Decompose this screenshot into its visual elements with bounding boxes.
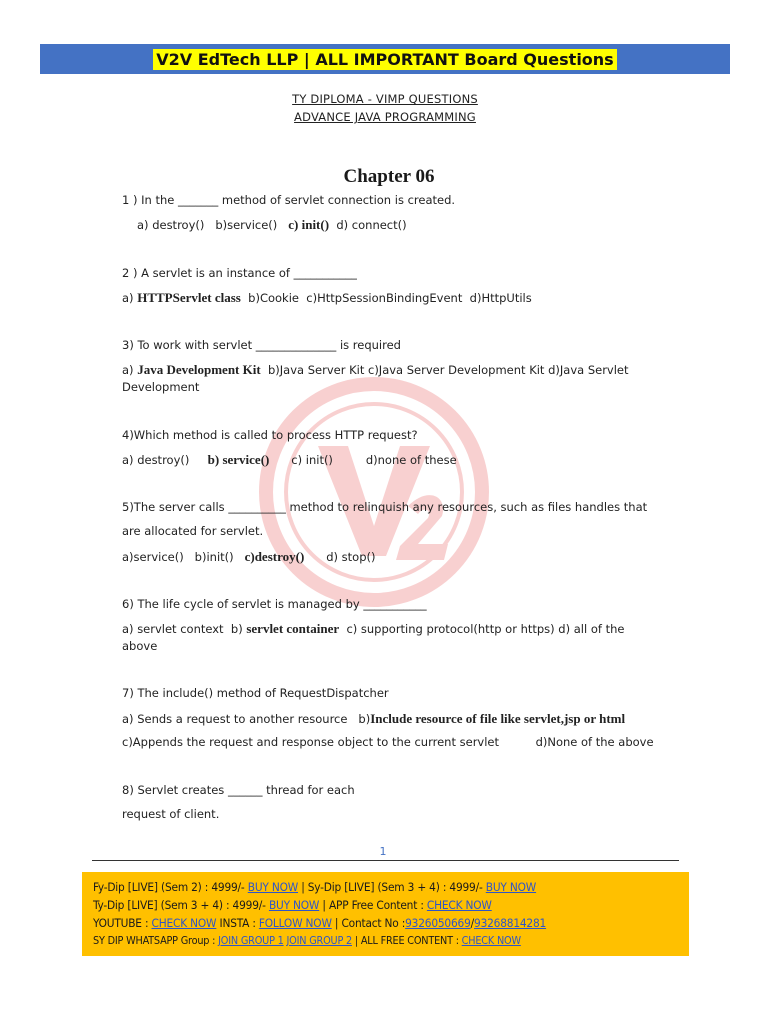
q3-option-a-prefix: a): [122, 363, 134, 377]
header-bar: [40, 44, 730, 74]
subtitle-line-2: ADVANCE JAVA PROGRAMMING: [294, 110, 476, 124]
app-check-link[interactable]: CHECK NOW: [426, 898, 492, 912]
q1-option-c-answer: c) init(): [288, 217, 330, 232]
footer-ty-dip-text: Ty-Dip [LIVE] (Sem 3 + 4) : 4999/-: [93, 898, 269, 912]
question-5: 5)The server calls __________ method to relinquish any resources, such as files handles that: [122, 500, 648, 514]
footer-row-2: [93, 896, 689, 914]
question-7: 7) The include() method of RequestDispatcher: [122, 686, 389, 700]
footer-row-4: [93, 932, 689, 950]
q7-option-b-prefix: b): [358, 712, 371, 726]
question-4: 4)Which method is called to process HTTP request?: [122, 428, 418, 442]
whatsapp-group-1-link[interactable]: JOIN GROUP 1: [218, 934, 284, 947]
question-8: 8) Servlet creates ______ thread for each: [122, 783, 355, 797]
question-2: 2 ) A servlet is an instance of ___________: [122, 266, 357, 280]
question-3-options: [122, 362, 629, 378]
question-1-options: [137, 217, 407, 233]
q2-option-c: c)HttpSessionBindingEvent: [306, 291, 463, 305]
youtube-check-link[interactable]: CHECK NOW: [151, 916, 217, 930]
chapter-title: Chapter 06: [343, 166, 435, 187]
q2-option-a-answer: HTTPServlet class: [137, 290, 241, 305]
question-3: 3) To work with servlet ______________ is required: [122, 338, 401, 352]
q5-option-c-answer: c)destroy(): [244, 549, 305, 564]
fy-dip-buy-link[interactable]: BUY NOW: [247, 880, 299, 894]
q3-options-rest: b)Java Server Kit c)Java Server Development Kit d)Java Servlet: [268, 363, 629, 377]
q7-option-c: c)Appends the request and response object to the current servlet: [122, 735, 500, 749]
question-4-options: [122, 452, 457, 468]
footer-row-3: [93, 914, 689, 932]
question-6-options: [122, 621, 624, 637]
q7-option-d: d)None of the above: [535, 735, 654, 749]
header-title: V2V EdTech LLP | ALL IMPORTANT Board Questions: [153, 49, 616, 70]
footer-free-content-text: | ALL FREE CONTENT :: [351, 934, 462, 947]
question-5-cont: are allocated for servlet.: [122, 524, 264, 538]
footer-promo-box: [82, 872, 689, 956]
question-3-options-cont: Development: [122, 380, 200, 394]
q2-option-d: d)HttpUtils: [469, 291, 532, 305]
footer-insta-text: INSTA :: [216, 916, 259, 930]
q4-option-a: a) destroy(): [122, 453, 190, 467]
free-content-check-link[interactable]: CHECK NOW: [461, 934, 521, 947]
footer-divider: [92, 860, 679, 861]
sy-dip-buy-link[interactable]: BUY NOW: [485, 880, 537, 894]
q7-option-a: a) Sends a request to another resource: [122, 712, 348, 726]
v2v-watermark-logo: [258, 376, 490, 608]
q6-option-b-answer: servlet container: [246, 621, 340, 636]
footer-sy-dip-text: | Sy-Dip [LIVE] (Sem 3 + 4) : 4999/-: [298, 880, 486, 894]
question-5-options: [122, 549, 375, 565]
q5-option-a: a)service(): [122, 550, 184, 564]
question-8-cont: request of client.: [122, 807, 220, 821]
q2-option-a-prefix: a): [122, 291, 134, 305]
q4-option-d: d)none of these: [365, 453, 457, 467]
question-6: 6) The life cycle of servlet is managed by ___________: [122, 597, 427, 611]
q5-option-d: d) stop(): [326, 550, 376, 564]
question-1: 1 ) In the _______ method of servlet connection is created.: [122, 193, 456, 207]
insta-follow-link[interactable]: FOLLOW NOW: [258, 916, 332, 930]
q1-option-d: d) connect(): [336, 218, 407, 232]
q6-options-rest: c) supporting protocol(http or https) d) all of the: [346, 622, 625, 636]
q2-option-b: b)Cookie: [248, 291, 299, 305]
footer-row-1: [93, 878, 689, 896]
ty-dip-buy-link[interactable]: BUY NOW: [268, 898, 320, 912]
footer-youtube-text: YOUTUBE :: [93, 916, 152, 930]
question-7-options-cd: [122, 735, 654, 749]
subtitle-line-1: TY DIPLOMA - VIMP QUESTIONS: [292, 92, 478, 106]
question-6-options-cont: above: [122, 639, 158, 653]
footer-fy-dip-text: Fy-Dip [LIVE] (Sem 2) : 4999/-: [93, 880, 248, 894]
q7-option-b-answer: Include resource of file like servlet,jsp or html: [370, 711, 626, 726]
whatsapp-group-2-link[interactable]: JOIN GROUP 2: [286, 934, 352, 947]
q1-option-b: b)service(): [215, 218, 278, 232]
footer-whatsapp-text: SY DIP WHATSAPP Group :: [93, 934, 219, 947]
q3-option-a-answer: Java Development Kit: [137, 362, 261, 377]
q1-option-a: a) destroy(): [137, 218, 205, 232]
footer-app-text: | APP Free Content :: [319, 898, 427, 912]
question-7-options-ab: [122, 711, 625, 727]
q5-option-b: b)init(): [194, 550, 234, 564]
contact-phone-link-1[interactable]: 9326050669: [405, 916, 471, 930]
q4-option-c: c) init(): [291, 453, 333, 467]
question-2-options: [122, 290, 532, 306]
q4-option-b-answer: b) service(): [207, 452, 270, 467]
q6-option-b-prefix: b): [230, 622, 243, 636]
contact-phone-link-2[interactable]: 93268814281: [474, 916, 547, 930]
q6-option-a: a) servlet context: [122, 622, 224, 636]
page-number: 1: [379, 845, 387, 858]
footer-slash: /: [470, 916, 475, 930]
footer-contact-text: | Contact No :: [331, 916, 406, 930]
